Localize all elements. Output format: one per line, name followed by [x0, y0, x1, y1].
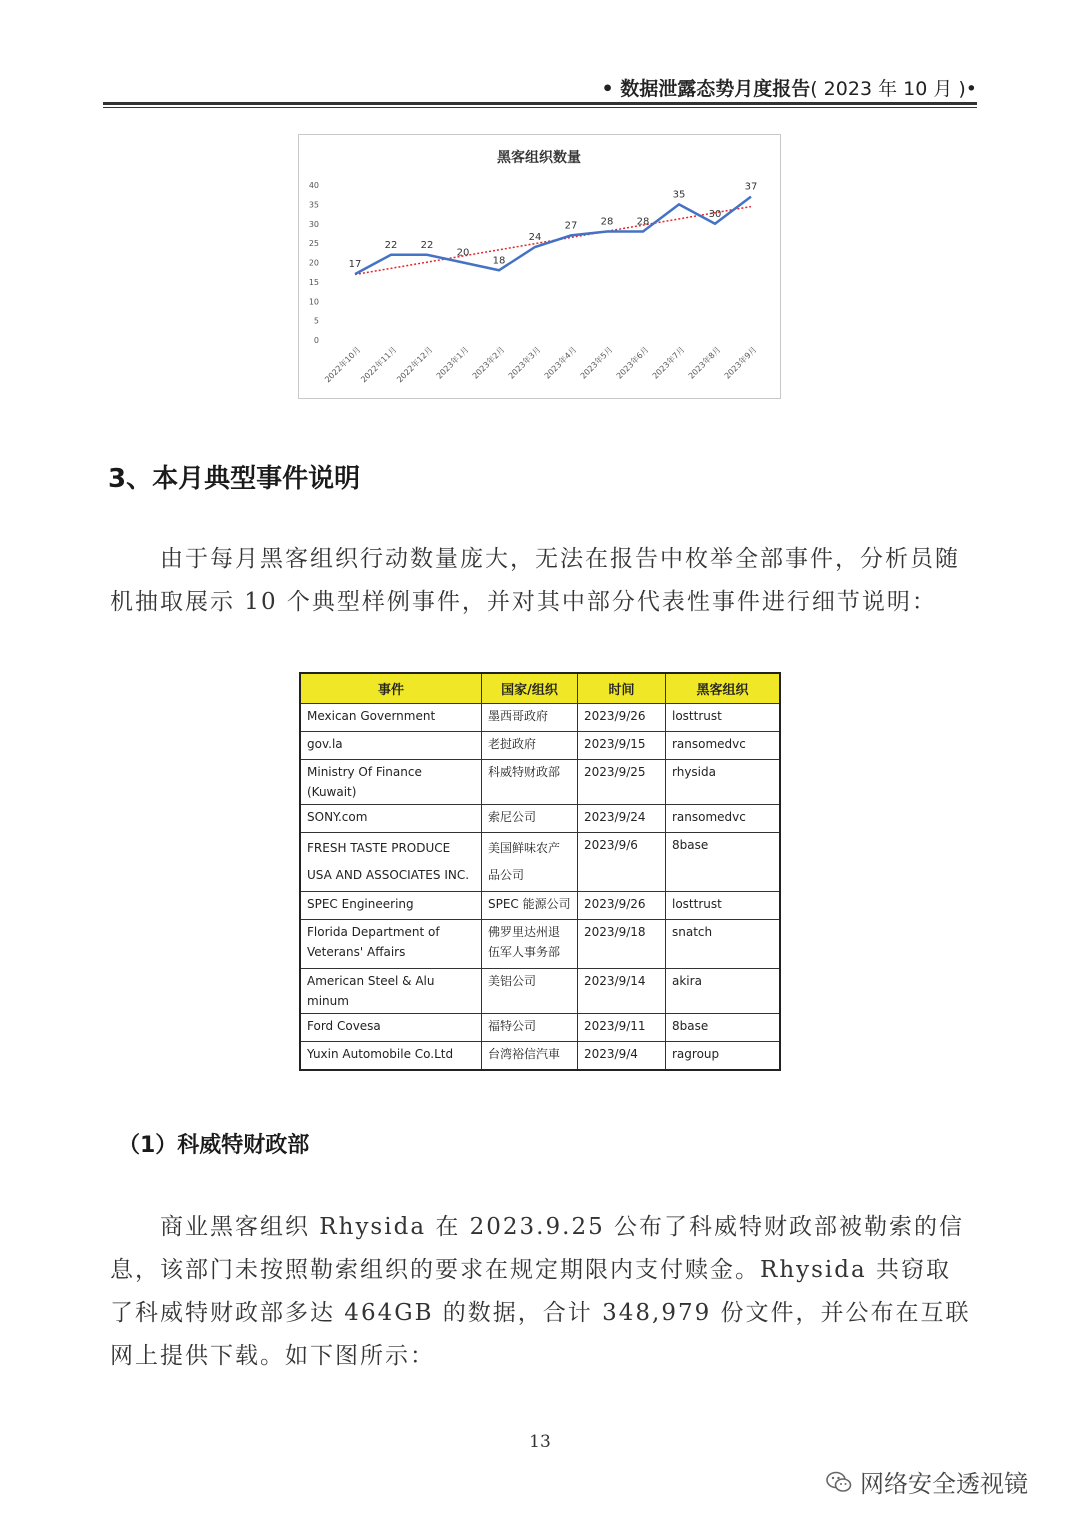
x-axis-ticks [322, 344, 758, 384]
data-label: 28 [600, 216, 614, 228]
cell-org: 科威特财政部 [482, 760, 578, 805]
cell-group: 8base [666, 1014, 781, 1042]
col-header-org: 国家/组织 [482, 673, 578, 704]
table-row [300, 704, 780, 732]
x-tick-label: 2022年11月 [359, 345, 399, 385]
col-header-event: 事件 [300, 673, 482, 704]
cell-date: 2023/9/6 [578, 833, 666, 892]
y-tick-label: 30 [308, 219, 319, 229]
cell-group: losttrust [666, 704, 781, 732]
cell-event: Yuxin Automobile Co.Ltd [300, 1042, 482, 1071]
cell-date: 2023/9/18 [578, 920, 666, 969]
y-axis-ticks [309, 181, 319, 345]
chart-title: 黑客组织数量 [497, 150, 581, 166]
table-row [300, 1014, 780, 1042]
cell-group: ransomedvc [666, 805, 781, 833]
y-tick-label: 20 [308, 258, 319, 268]
y-tick-label: 35 [308, 200, 319, 210]
cell-date: 2023/9/11 [578, 1014, 666, 1042]
cell-event: Ford Covesa [300, 1014, 482, 1042]
table-row [300, 1042, 780, 1071]
cell-org: 美铝公司 [482, 969, 578, 1014]
cell-event: American Steel & Alu minum [300, 969, 482, 1014]
data-label: 28 [636, 216, 650, 228]
col-header-date: 时间 [578, 673, 666, 704]
y-tick-label: 40 [308, 181, 319, 190]
header-rule-thin [103, 107, 977, 108]
report-header [601, 74, 977, 101]
data-label: 30 [708, 208, 722, 220]
x-tick-label: 2023年4月 [542, 345, 579, 381]
table-row [300, 805, 780, 833]
cell-group: 8base [666, 833, 781, 892]
report-title: • 数据泄露态势月度报告 [601, 78, 811, 100]
data-label: 22 [420, 239, 434, 251]
cell-org: 台湾裕信汽車 [482, 1042, 578, 1071]
table-row [300, 732, 780, 760]
y-tick-label: 10 [308, 297, 319, 307]
table-header-row [300, 673, 780, 704]
cell-org: 索尼公司 [482, 805, 578, 833]
x-tick-label: 2023年7月 [650, 345, 687, 381]
subsection-body: 商业黑客组织 Rhysida 在 2023.9.25 公布了科威特财政部被勒索的信息，该部门未按照勒索组织的要求在规定期限内支付赎金。Rhysida 共窃取了科威特财政部多达 464GB 的数据，合计 348,979 份文件，并公布在互联网上提供下载。如下图所示： [110, 1214, 971, 1369]
cell-event: gov.la [300, 732, 482, 760]
table-row [300, 969, 780, 1014]
cell-date: 2023/9/24 [578, 805, 666, 833]
section-title: 3、本月典型事件说明 [108, 464, 361, 494]
y-tick-label: 25 [308, 239, 319, 249]
data-label: 37 [744, 181, 758, 193]
cell-date: 2023/9/25 [578, 760, 666, 805]
x-tick-label: 2023年6月 [614, 345, 651, 381]
watermark [826, 1464, 1028, 1499]
table-row [300, 833, 780, 892]
cell-event: SONY.com [300, 805, 482, 833]
cell-event: Florida Department of Veterans' Affairs [300, 920, 482, 969]
data-label: 24 [528, 232, 542, 243]
report-period: ( 2023 年 10 月 )• [810, 78, 977, 100]
cell-org: 佛罗里达州退伍军人事务部 [482, 920, 578, 969]
data-labels [349, 182, 758, 271]
cell-event: Ministry Of Finance (Kuwait) [300, 760, 482, 805]
x-tick-label: 2022年10月 [323, 345, 363, 385]
cell-group: akira [666, 969, 781, 1014]
watermark-text: 网络安全透视镜 [860, 1470, 1028, 1498]
table-row [300, 892, 780, 920]
cell-date: 2023/9/14 [578, 969, 666, 1014]
events-table [299, 672, 781, 1071]
page-number: 13 [529, 1432, 551, 1452]
cell-group: rhysida [666, 760, 781, 805]
hacker-group-chart [298, 134, 781, 399]
y-tick-label: 15 [308, 277, 319, 287]
cell-org: SPEC 能源公司 [482, 892, 578, 920]
cell-org: 墨西哥政府 [482, 704, 578, 732]
cell-date: 2023/9/26 [578, 704, 666, 732]
x-tick-label: 2023年3月 [506, 345, 543, 381]
cell-org: 福特公司 [482, 1014, 578, 1042]
x-tick-label: 2023年2月 [470, 345, 507, 381]
chart-canvas [299, 135, 780, 398]
x-tick-label: 2022年12月 [395, 345, 435, 385]
cell-date: 2023/9/4 [578, 1042, 666, 1071]
wechat-icon [826, 1471, 852, 1493]
cell-event: Mexican Government [300, 704, 482, 732]
cell-event: SPEC Engineering [300, 892, 482, 920]
cell-event: FRESH TASTE PRODUCE USA AND ASSOCIATES INC. [300, 833, 482, 892]
x-tick-label: 2023年9月 [722, 345, 759, 381]
x-tick-label: 2023年8月 [686, 345, 723, 381]
cell-date: 2023/9/26 [578, 892, 666, 920]
y-tick-label: 5 [313, 316, 319, 326]
cell-org: 美国鲜味农产品公司 [482, 833, 578, 892]
data-label: 27 [564, 220, 578, 232]
data-label: 18 [492, 255, 506, 267]
cell-group: ransomedvc [666, 732, 781, 760]
section-intro: 由于每月黑客组织行动数量庞大，无法在报告中枚举全部事件，分析员随机抽取展示 10 个典型样例事件，并对其中部分代表性事件进行细节说明： [110, 546, 960, 615]
table-row [300, 920, 780, 969]
y-tick-label: 0 [313, 336, 319, 345]
cell-date: 2023/9/15 [578, 732, 666, 760]
table-row [300, 760, 780, 805]
subsection-title: （1）科威特财政部 [118, 1133, 310, 1158]
data-label: 17 [348, 259, 362, 271]
cell-group: snatch [666, 920, 781, 969]
cell-group: ragroup [666, 1042, 781, 1071]
cell-org: 老挝政府 [482, 732, 578, 760]
col-header-group: 黑客组织 [666, 673, 781, 704]
header-rule-thick [103, 102, 977, 105]
data-label: 22 [384, 239, 398, 251]
x-tick-label: 2023年1月 [434, 345, 471, 381]
series-line [355, 197, 751, 275]
data-label: 20 [456, 247, 470, 259]
x-tick-label: 2023年5月 [578, 345, 615, 381]
data-label: 35 [672, 189, 686, 201]
cell-group: losttrust [666, 892, 781, 920]
